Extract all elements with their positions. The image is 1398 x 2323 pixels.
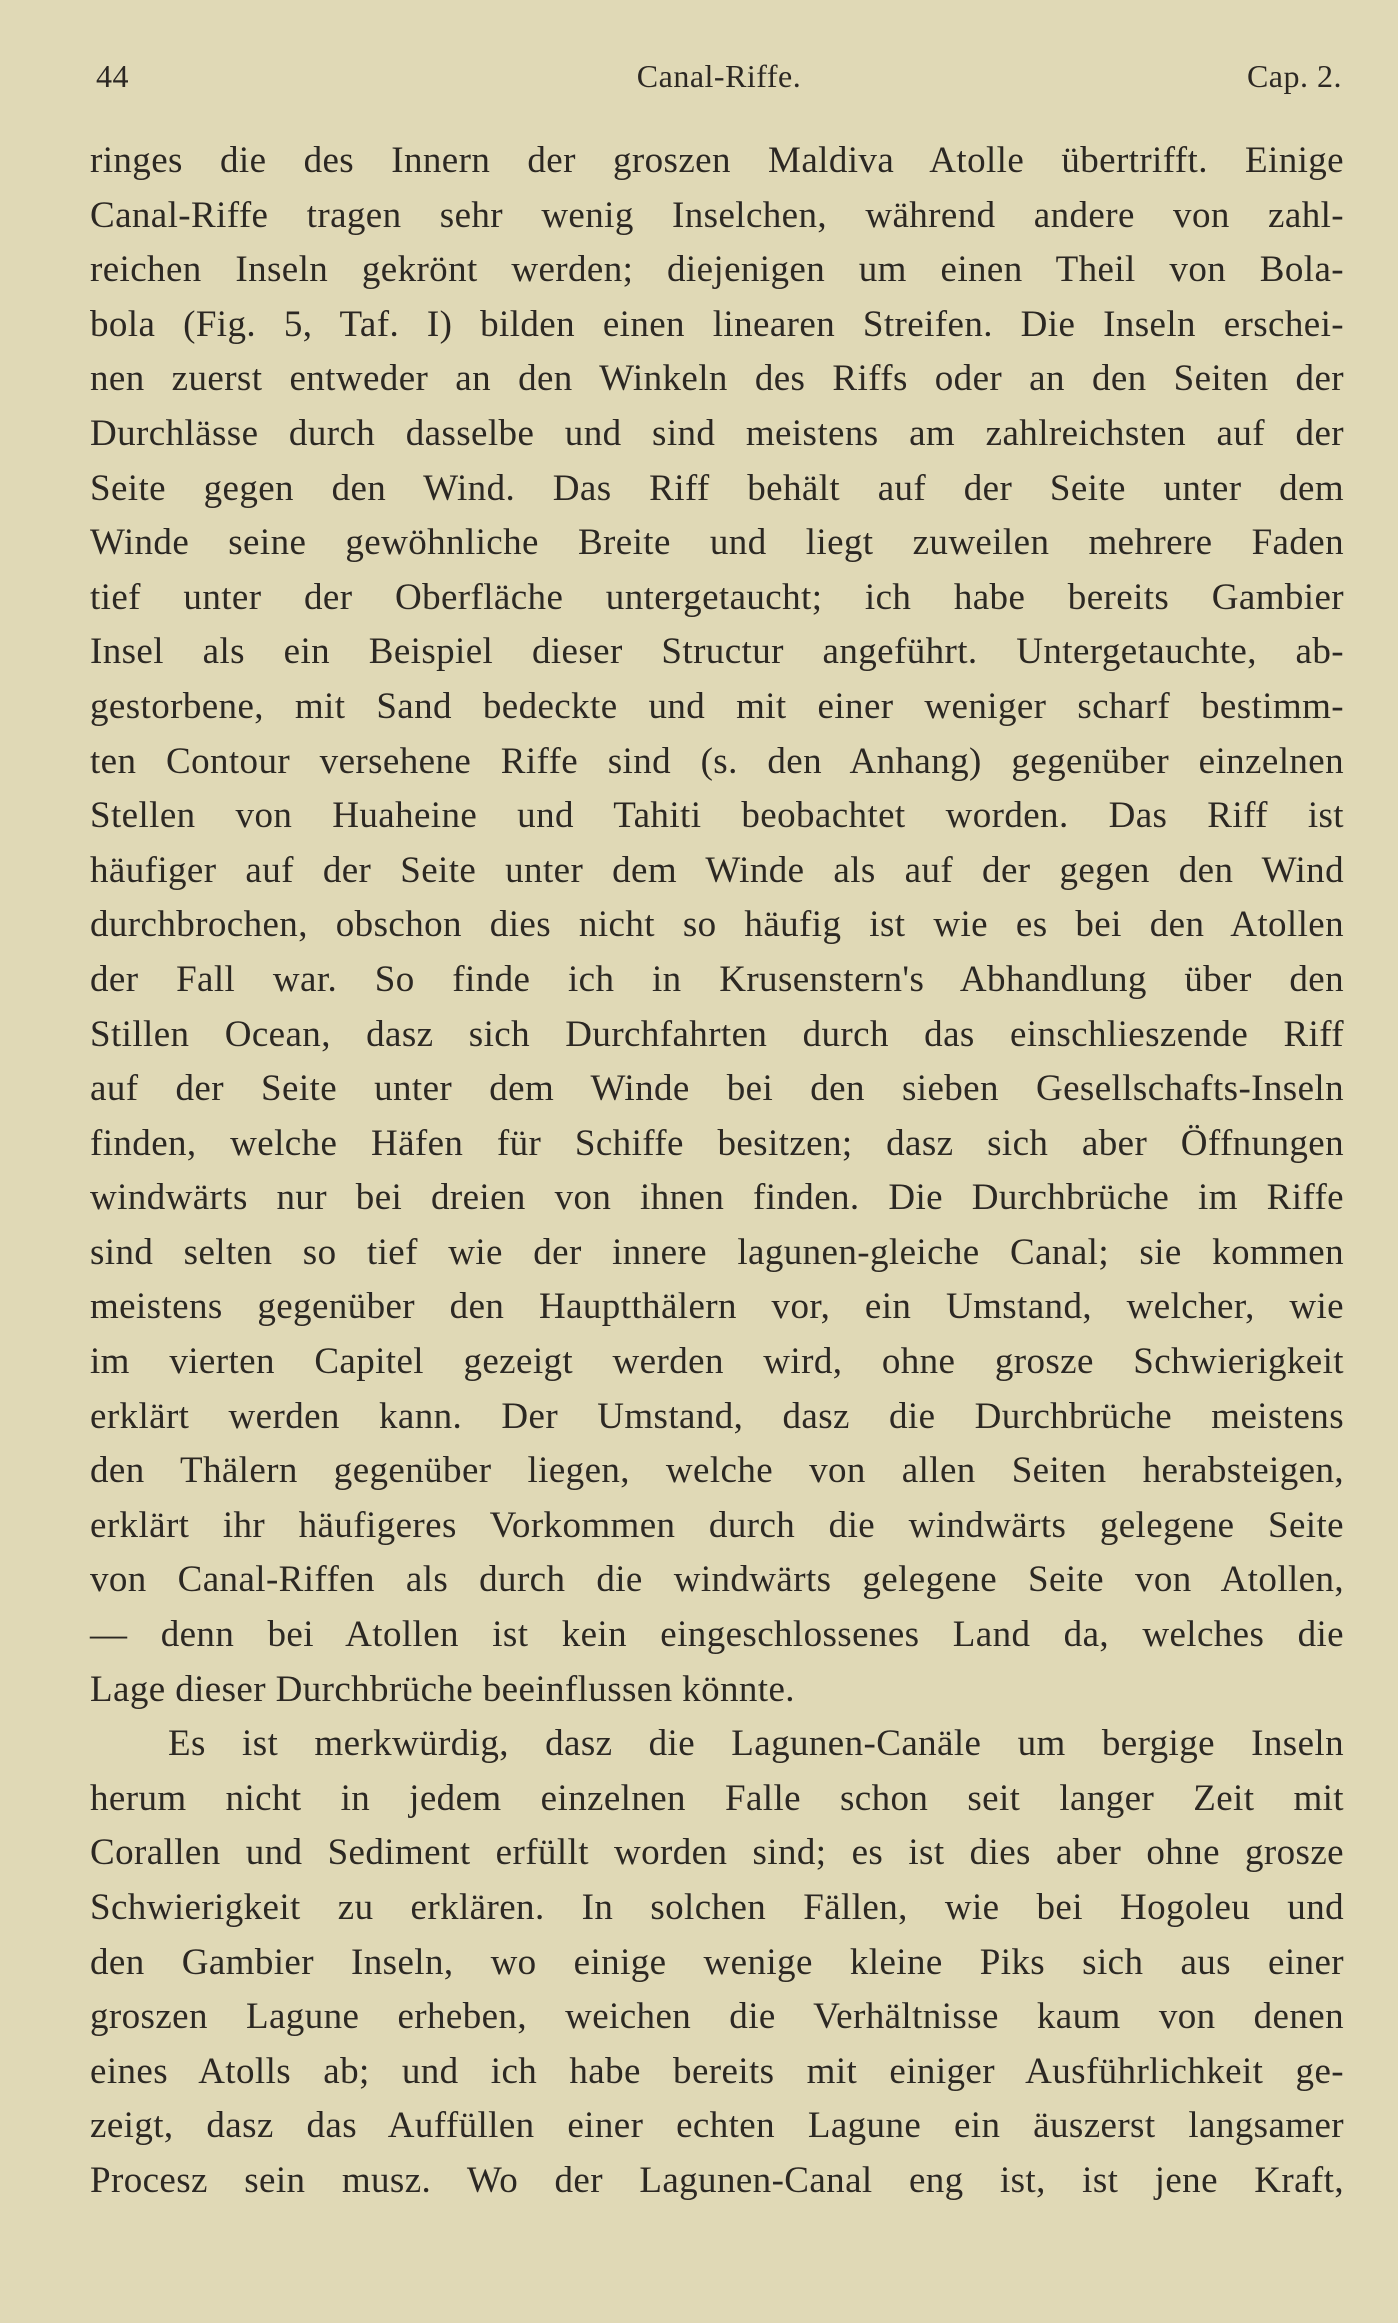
text-line: von Canal-Riffen als durch die windwärts gelegene Seite von Atollen, — [90, 1559, 1344, 1601]
text-line: tief unter der Oberfläche untergetaucht; ich habe bereits Gambier — [90, 576, 1344, 618]
text-line: erklärt werden kann. Der Umstand, dasz die Durchbrüche meistens — [90, 1395, 1344, 1437]
text-line: auf der Seite unter dem Winde bei den sieben Gesellschafts-Inseln — [90, 1068, 1344, 1110]
text-line: Schwierigkeit zu erklären. In solchen Fällen, wie bei Hogoleu und — [90, 1887, 1344, 1928]
text-line: zeigt, dasz das Auffüllen einer echten Lagune ein äuszerst langsamer — [90, 2105, 1344, 2147]
text-line: den Gambier Inseln, wo einige wenige kleine Piks sich aus einer — [90, 1941, 1344, 1983]
text-line: durchbrochen, obschon dies nicht so häufig ist wie es bei den Atollen — [90, 904, 1344, 946]
running-title: Canal-Riffe. — [636, 58, 802, 94]
text-line: Canal-Riffe tragen sehr wenig Inselchen, während andere von zahl- — [90, 194, 1344, 236]
text-line: den Thälern gegenüber liegen, welche von allen Seiten herabsteigen, — [90, 1450, 1344, 1492]
text-line: Procesz sein musz. Wo der Lagunen-Canal eng ist, ist jene Kraft, — [90, 2159, 1344, 2201]
text-line: der Fall war. So finde ich in Krusenstern's Abhandlung über den — [90, 958, 1344, 1000]
text-line: Es ist merkwürdig, dasz die Lagunen-Canäle um bergige Inseln — [168, 1723, 1344, 1765]
text-line: erklärt ihr häufigeres Vorkommen durch die windwärts gelegene Seite — [90, 1504, 1344, 1546]
chapter-reference: Cap. 2. — [1246, 58, 1342, 94]
text-line: groszen Lagune erheben, weichen die Verhältnisse kaum von denen — [90, 1996, 1344, 2038]
text-line: ten Contour versehene Riffe sind (s. den Anhang) gegenüber einzelnen — [90, 740, 1344, 782]
text-line: Stellen von Huaheine und Tahiti beobachtet worden. Das Riff ist — [90, 795, 1344, 837]
text-line: im vierten Capitel gezeigt werden wird, ohne grosze Schwierigkeit — [90, 1341, 1344, 1383]
text-line: gestorbene, mit Sand bedeckte und mit einer weniger scharf bestimm- — [90, 685, 1344, 727]
text-line: nen zuerst entweder an den Winkeln des Riffs oder an den Seiten der — [90, 358, 1344, 400]
text-line: herum nicht in jedem einzelnen Falle schon seit langer Zeit mit — [90, 1777, 1344, 1819]
text-line: meistens gegenüber den Hauptthälern vor, ein Umstand, welcher, wie — [90, 1286, 1344, 1328]
text-line: sind selten so tief wie der innere lagunen-gleiche Canal; sie kommen — [90, 1231, 1344, 1273]
running-head — [96, 58, 1342, 102]
text-line: ringes die des Innern der groszen Maldiva Atolle übertrifft. Einige — [90, 140, 1344, 181]
text-line: reichen Inseln gekrönt werden; diejenigen um einen Theil von Bola- — [90, 249, 1344, 291]
text-line: Corallen und Sediment erfüllt worden sind; es ist dies aber ohne grosze — [90, 1832, 1344, 1874]
text-line: Seite gegen den Wind. Das Riff behält auf der Seite unter dem — [90, 467, 1344, 509]
text-line: Winde seine gewöhnliche Breite und liegt zuweilen mehrere Faden — [90, 522, 1344, 564]
text-line: — denn bei Atollen ist kein eingeschlossenes Land da, welches die — [90, 1614, 1344, 1656]
text-line: windwärts nur bei dreien von ihnen finden. Die Durchbrüche im Riffe — [90, 1177, 1344, 1219]
text-line: eines Atolls ab; und ich habe bereits mit einiger Ausführlichkeit ge- — [90, 2050, 1344, 2092]
page-number: 44 — [96, 58, 129, 94]
text-line: Durchlässe durch dasselbe und sind meistens am zahlreichsten auf der — [90, 412, 1344, 454]
text-line: Insel als ein Beispiel dieser Structur angeführt. Untergetauchte, ab- — [90, 631, 1344, 673]
text-line: Stillen Ocean, dasz sich Durchfahrten durch das einschlieszende Riff — [90, 1013, 1344, 1055]
text-line: Lage dieser Durchbrüche beeinflussen könnte. — [90, 1668, 795, 1710]
body-text — [90, 134, 1344, 2209]
paragraph-1 — [90, 134, 1344, 1717]
text-line: bola (Fig. 5, Taf. I) bilden einen linearen Streifen. Die Inseln erschei- — [90, 303, 1344, 345]
text-line: häufiger auf der Seite unter dem Winde als auf der gegen den Wind — [90, 849, 1344, 891]
paragraph-2 — [90, 1717, 1344, 2208]
text-line: finden, welche Häfen für Schiffe besitzen; dasz sich aber Öffnungen — [90, 1122, 1344, 1164]
